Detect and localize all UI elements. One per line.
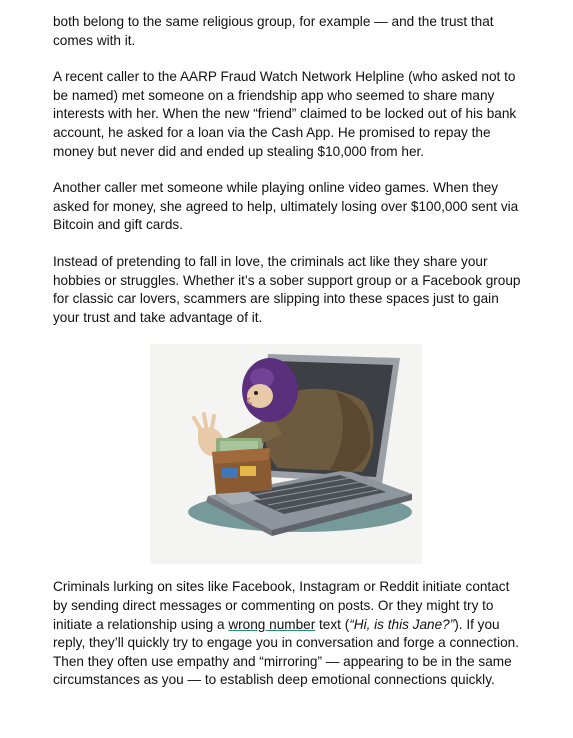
paragraph-5-quote: “Hi, is this Jane?”	[349, 616, 455, 632]
article-paragraph-2: A recent caller to the AARP Fraud Watch Network Helpline (who asked not to be named) met someone on a friendship app who seemed to share many interests with her. When the new “friend” claimed to be locked out of his bank account, he asked for a loan via the Cash App. He promised to repay the money but never did and ended up stealing $10,000 from her.	[53, 69, 517, 159]
wrong-number-link[interactable]: wrong number	[228, 616, 316, 632]
article-paragraph-5	[53, 578, 523, 690]
wallet-card-yellow	[240, 466, 256, 476]
article-body	[53, 13, 523, 708]
paragraph-5-text-middle: text (	[315, 616, 350, 632]
article-illustration	[150, 344, 422, 564]
masked-thief-laptop-wallet-icon	[150, 344, 422, 564]
article-paragraph-3: Another caller met someone while playing online video games. When they asked for money, she agreed to help, ultimately losing over $100,000 sent via Bitcoin and gift cards.	[53, 180, 519, 233]
thief-face	[247, 384, 273, 408]
thief-eye	[254, 391, 258, 395]
article-paragraph-1: both belong to the same religious group, for example — and the trust that comes with it.	[53, 14, 494, 48]
thief-fingers	[194, 414, 214, 428]
wallet-card-blue	[222, 468, 238, 478]
paragraph-5-text-after: ). If you reply, they’ll quickly try to engage you in conversation and forge a connection. Then they often use empathy and “mirroring” — appearing to be in the same circumstances as you — to establish deep emotional connections quickly.	[53, 616, 519, 688]
article-paragraph-4: Instead of pretending to fall in love, the criminals act like they share your hobbies or struggles. Whether it’s a sober support group or a Facebook group for classic car lovers, scammers are slipping into these spaces just to gain your trust and take advantage of it.	[53, 253, 521, 325]
paragraph-5-text-before: Criminals lurking on sites like Facebook, Instagram or Reddit initiate contact by sending direct messages or commenting on posts. Or they might try to initiate a relationship using a	[53, 579, 510, 632]
